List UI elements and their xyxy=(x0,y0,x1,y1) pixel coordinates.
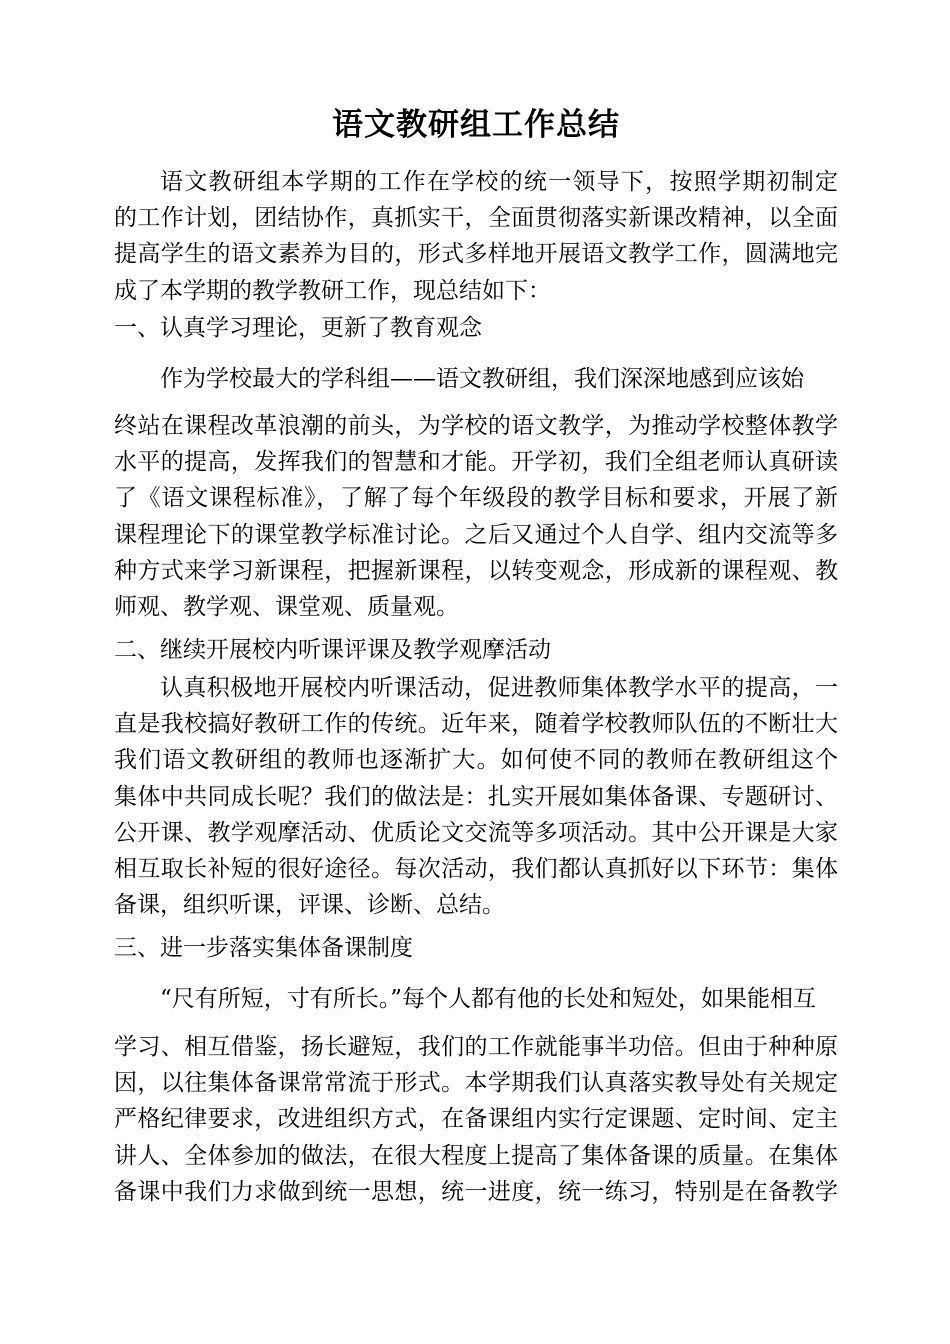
intro-line: 语文教研组本学期的工作在学校的统一领导下，按照学期初制定 xyxy=(160,169,838,195)
section-1-paragraph xyxy=(114,408,838,625)
section-1-first-line xyxy=(114,361,838,397)
section-heading-2: 二、继续开展校内听课评课及教学观摩活动 xyxy=(114,637,551,663)
section-line: 课程理论下的课堂教学标准讨论。之后又通过个人自学、组内交流等多 xyxy=(114,521,838,548)
section-line: 讲人、全体参加的做法，在很大程度上提高了集体备课的质量。在集体 xyxy=(114,1142,838,1169)
section-line: 因，以往集体备课常常流于形式。本学期我们认真落实教导处有关规定 xyxy=(114,1070,838,1097)
intro-line: 成了本学期的教学教研工作，现总结如下： xyxy=(114,277,551,304)
section-line: 我们语文教研组的教师也逐渐扩大。如何使不同的教师在教研组这个 xyxy=(114,747,838,774)
section-line: 直是我校搞好教研工作的传统。近年来，随着学校教师队伍的不断壮大 xyxy=(114,711,838,738)
section-line: 公开课、教学观摩活动、优质论文交流等多项活动。其中公开课是大家 xyxy=(114,819,838,846)
intro-line: 提高学生的语文素养为目的，形式多样地开展语文教学工作，圆满地完 xyxy=(114,241,838,268)
document-page xyxy=(114,0,838,1344)
section-line: 终站在课程改革浪潮的前头，为学校的语文教学，为推动学校整体教学 xyxy=(114,413,838,439)
section-line: 了《语文课程标准》，了解了每个年级段的教学目标和要求，开展了新 xyxy=(114,485,838,512)
section-2-paragraph xyxy=(114,670,838,923)
section-line: 备课，组织听课，评课、诊断、总结。 xyxy=(114,892,505,919)
intro-line: 的工作计划，团结协作，真抓实干，全面贯彻落实新课改精神，以全面 xyxy=(114,205,838,232)
section-line: 种方式来学习新课程，把握新课程，以转变观念，形成新的课程观、教 xyxy=(114,557,838,584)
section-line: 集体中共同成长呢？我们的做法是：扎实开展如集体备课、专题研讨、 xyxy=(114,783,838,810)
section-heading-3: 三、进一步落实集体备课制度 xyxy=(114,935,413,961)
section-line: 认真积极地开展校内听课活动，促进教师集体教学水平的提高，一 xyxy=(160,675,838,701)
section-3-paragraph xyxy=(114,1029,838,1210)
section-3-first-line xyxy=(114,981,838,1017)
section-line: 师观、教学观、课堂观、质量观。 xyxy=(114,594,459,621)
section-line: 作为学校最大的学科组——语文教研组，我们深深地感到应该始 xyxy=(160,366,804,392)
section-line: 严格纪律要求，改进组织方式，在备课组内实行定课题、定时间、定主 xyxy=(114,1106,838,1133)
intro-paragraph xyxy=(114,164,838,309)
section-line: 备课中我们力求做到统一思想，统一进度，统一练习，特别是在备教学 xyxy=(114,1178,838,1205)
section-line: “尺有所短，寸有所长。”每个人都有他的长处和短处，如果能相互 xyxy=(160,986,817,1012)
document-title: 语文教研组工作总结 xyxy=(332,107,620,143)
section-line: 相互取长补短的很好途径。每次活动，我们都认真抓好以下环节：集体 xyxy=(114,856,838,883)
section-line: 学习、相互借鉴，扬长避短，我们的工作就能事半功倍。但由于种种原 xyxy=(114,1034,838,1060)
section-heading-1: 一、认真学习理论，更新了教育观念 xyxy=(114,315,482,341)
section-line: 水平的提高，发挥我们的智慧和才能。开学初，我们全组老师认真研读 xyxy=(114,449,838,476)
